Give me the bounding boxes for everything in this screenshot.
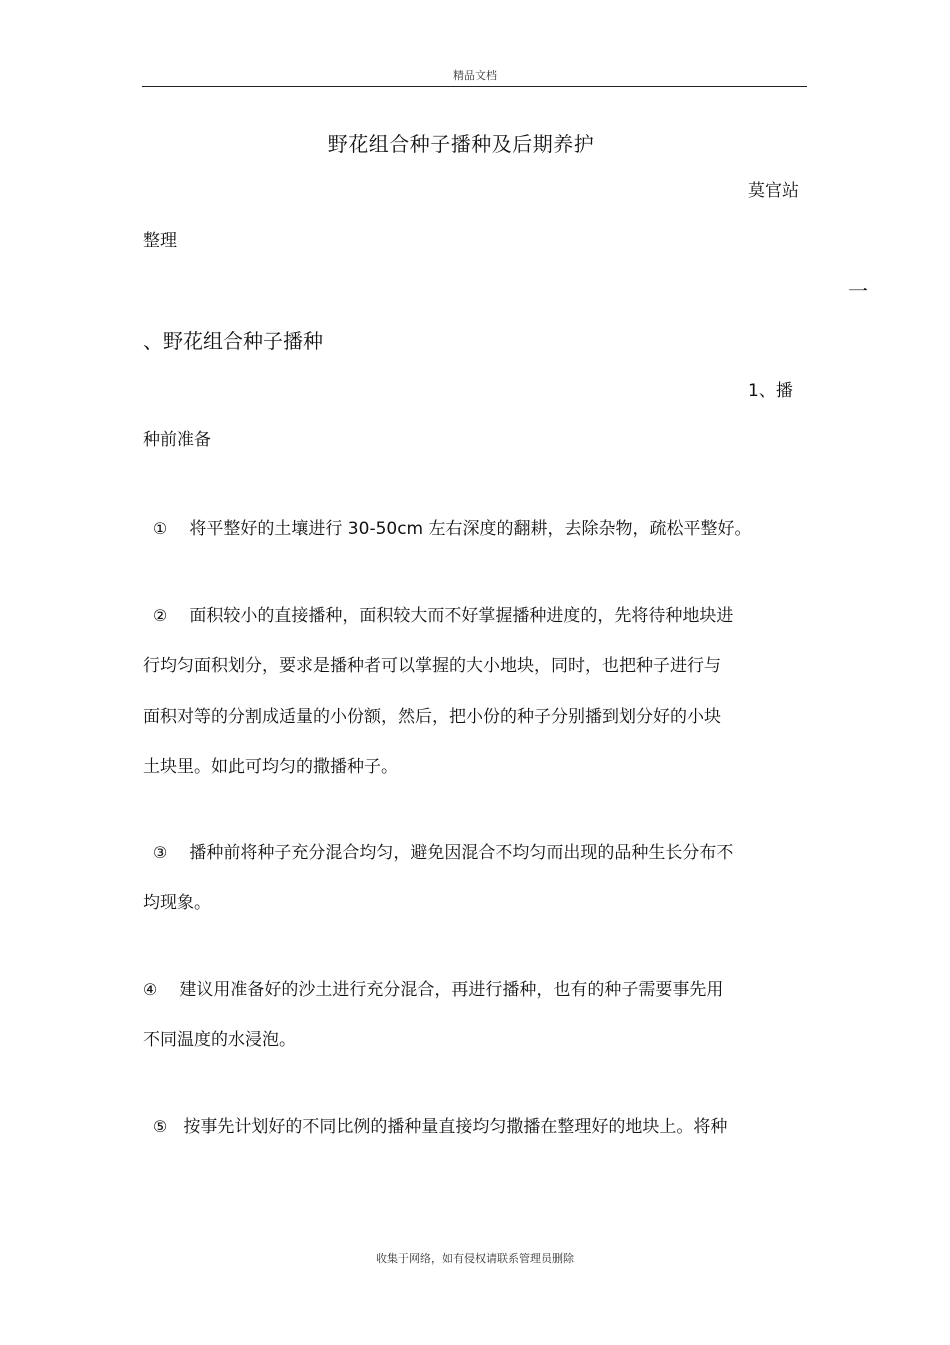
item-line: 面积对等的分割成适量的小份额，然后，把小份的种子分别播到划分好的小块 <box>143 707 721 727</box>
author-suffix: 整理 <box>143 231 177 251</box>
section-number: 一 <box>848 279 868 303</box>
item-line: 面积较小的直接播种，面积较大而不好掌握播种进度的，先将待种地块进 <box>189 606 734 626</box>
item-line: 建议用准备好的沙土进行充分混合，再进行播种，也有的种子需要事先用 <box>179 980 724 1000</box>
item-marker: ③ <box>152 843 168 862</box>
section-heading: 、野花组合种子播种 <box>143 329 323 353</box>
item-line: 按事先计划好的不同比例的播种量直接均匀撒播在整理好的地块上。将种 <box>183 1117 728 1137</box>
document-title: 野花组合种子播种及后期养护 <box>327 132 595 156</box>
item-line: 土块里。如此可均匀的撒播种子。 <box>143 757 398 777</box>
list-item-3 <box>150 842 733 864</box>
item-marker: ① <box>152 519 168 538</box>
item-line: 行均匀面积划分，要求是播种者可以掌握的大小地块，同时，也把种子进行与 <box>143 656 721 676</box>
list-item-4 <box>140 979 723 1001</box>
list-item-2 <box>150 605 733 627</box>
item-line: 播种前将种子充分混合均匀，避免因混合不均匀而出现的品种生长分布不 <box>189 843 734 863</box>
header-divider <box>142 86 807 87</box>
item-marker: ④ <box>142 980 158 999</box>
page-footer: 收集于网络，如有侵权请联系管理员删除 <box>376 1252 574 1265</box>
list-item-1 <box>150 518 752 540</box>
page-header: 精品文档 <box>453 69 497 82</box>
item-line: 均现象。 <box>143 893 211 913</box>
item-line: 将平整好的土壤进行 30-50cm 左右深度的翻耕，去除杂物，疏松平整好。 <box>189 519 752 539</box>
subsection-number: 1、播 <box>748 381 793 401</box>
item-line: 不同温度的水浸泡。 <box>143 1030 296 1050</box>
item-marker: ② <box>152 606 168 625</box>
list-item-5 <box>150 1116 727 1138</box>
item-marker: ⑤ <box>152 1117 168 1136</box>
author-name: 莫官站 <box>748 181 799 201</box>
subsection-title: 种前准备 <box>143 430 211 450</box>
